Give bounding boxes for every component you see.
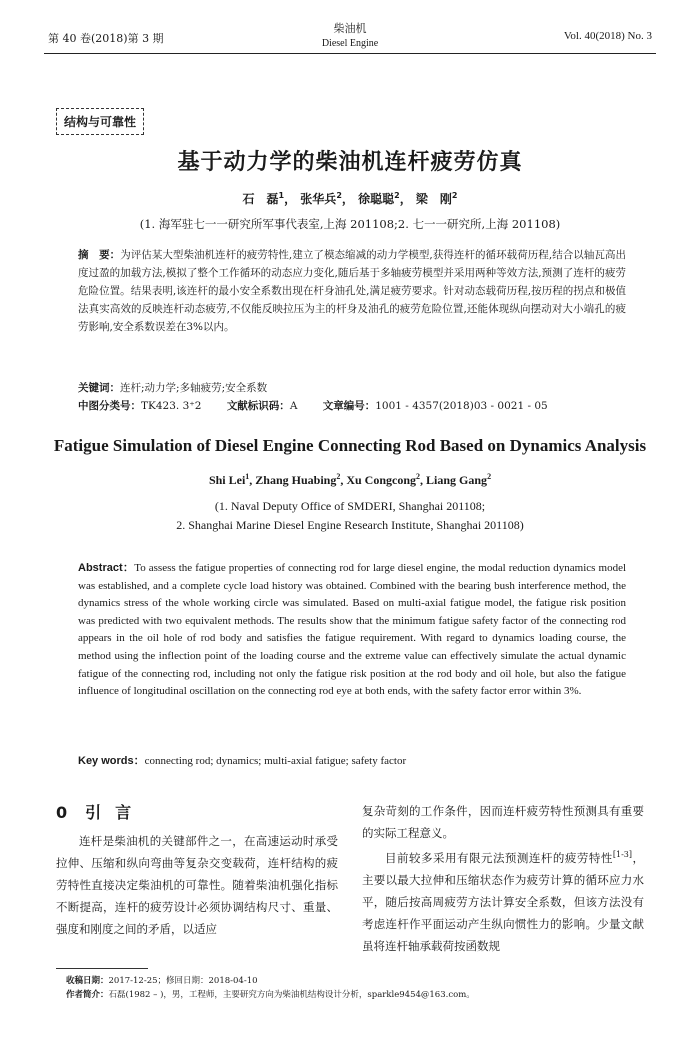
footnote-received bbox=[66, 974, 626, 988]
author-separator: ， bbox=[399, 192, 412, 206]
author-bio-label: 作者简介： bbox=[66, 990, 109, 1000]
footnote bbox=[66, 974, 626, 1002]
author-bio: 石磊(1982 – )，男，工程师，主要研究方向为柴油机结构设计分析，sparkle9454@163.com。 bbox=[108, 990, 475, 1000]
paper-title-cn: 基于动力学的柴油机连杆疲劳仿真 bbox=[177, 150, 523, 175]
author-affil-mark: 2 bbox=[416, 472, 421, 481]
body-paragraph: 复杂苛刻的工作条件，因而连杆疲劳特性预测具有重要的实际工程意义。 bbox=[362, 804, 644, 840]
affiliation-en-line: 2. Shanghai Marine Diesel Engine Research Institute, Shanghai 201108) bbox=[176, 518, 524, 532]
section-number: 0 bbox=[56, 803, 68, 822]
body-right-column bbox=[362, 800, 644, 957]
author-name: 徐聪聪 bbox=[358, 192, 395, 206]
art-value: 1001 - 4357(2018)03 - 0021 - 05 bbox=[375, 400, 548, 412]
section-heading bbox=[56, 800, 145, 823]
classification-line bbox=[78, 398, 638, 413]
keywords-cn bbox=[78, 380, 626, 395]
received-dates: 2017-12-25；修回日期：2018-04-10 bbox=[108, 976, 258, 986]
abstract-en bbox=[78, 560, 626, 701]
author-affil-mark: 1 bbox=[245, 472, 250, 481]
keywords-cn-text: 连杆;动力学;多轴疲劳;安全系数 bbox=[120, 382, 268, 394]
author-affil-mark: 2 bbox=[336, 191, 342, 200]
journal-name-en: Diesel Engine bbox=[321, 38, 379, 49]
author-name: Zhang Huabing bbox=[255, 473, 337, 487]
author-name: Liang Gang bbox=[426, 473, 488, 487]
clc-number bbox=[78, 400, 201, 412]
author-separator: ， bbox=[341, 192, 354, 206]
abstract-en-text: To assess the fatigue properties of connecting rod for large diesel engine, the modal reduction dynamics model was established, and a complete cycle load history was obtained. Combined with the bearing bush interference method, the dynamics stress of the whole working circle was simulated. Based on multi-axial fatigue model, the fatigue risk position was predicted with two equivalent methods. The results show that the minimum fatigue safety factor of the connecting rod appears in the oil hole of rod body and satisfies the fatigue requirement. With regard to dynamics loading course, the method using the inflection point of the loading course and the extreme value can effectively simulate the actual dynamic fatigue of the connecting rod, including not only the fatigue risk position at the rod body and oil hole, but also the fatigue influence of longitudinal oscillation on the connecting rod eye at both ends, with the safety factor error within 3%. bbox=[78, 562, 627, 698]
author-affil-mark: 2 bbox=[394, 191, 400, 200]
clc-label: 中图分类号： bbox=[78, 400, 141, 412]
keywords-en bbox=[78, 752, 626, 768]
author-name: 石 磊 bbox=[242, 192, 279, 206]
body-paragraph: 连杆是柴油机的关键部件之一，在高速运动时承受拉伸、压缩和纵向弯曲等复杂交变载荷，连杆结构的疲劳特性直接决定柴油机的可靠性。随着柴油机强化指标不断提高，连杆的疲劳设计必须协调结构尺寸、重量、强度和刚度之间的矛盾，以适应 bbox=[56, 834, 338, 936]
authors-cn bbox=[0, 190, 700, 207]
keywords-en-text: connecting rod; dynamics; multi-axial fatigue; safety factor bbox=[144, 755, 407, 767]
keywords-cn-label: 关键词： bbox=[78, 382, 120, 394]
art-label: 文章编号： bbox=[322, 400, 376, 412]
affiliation-en-line: (1. Naval Deputy Office of SMDERI, Shanghai 201108; bbox=[214, 499, 486, 513]
author-separator: , bbox=[249, 473, 256, 487]
received-label: 收稿日期： bbox=[66, 976, 109, 986]
journal-issue-en: Vol. 40(2018) No. 3 bbox=[563, 30, 652, 42]
body-paragraph bbox=[362, 844, 644, 957]
body-text: 目前较多采用有限元法预测连杆的疲劳特性 bbox=[385, 850, 613, 865]
document-code bbox=[227, 400, 298, 412]
author-name: Xu Congcong bbox=[346, 473, 417, 487]
author-name: 张华兵 bbox=[300, 192, 337, 206]
author-separator: , bbox=[340, 473, 347, 487]
abstract-cn-text: 为评估某大型柴油机连杆的疲劳特性,建立了模态缩减的动力学模型,获得连杆的循环载荷历程,结合以轴瓦高出度过盈的加载方法,模拟了整个工作循环的动态应力变化,随后基于多轴疲劳模型并采用两种等效方法,预测了连杆的疲劳危险位置。结果表明,该连杆的最小安全系数出现在杆身油孔处,满足疲劳要求。针对动态载荷历程,按历程的拐点和极值法真实高效的反映连杆动态疲劳,不仅能反映拉压为主的杆身及油孔的疲劳危险位置,还能体现纵向摆动对大小端孔的疲劳影响,安全系数误差在3%以内。 bbox=[78, 249, 626, 333]
affiliation-en bbox=[0, 497, 700, 535]
doc-label: 文献标识码： bbox=[226, 400, 290, 412]
author-separator: ， bbox=[284, 192, 297, 206]
doc-value: A bbox=[289, 400, 298, 412]
author-separator: , bbox=[420, 473, 427, 487]
body-text: ，主要以最大拉伸和压缩状态作为疲劳计算的循环应力水平，随后按高周疲劳方法计算安全系数，但该方法没有考虑连杆作平面运动产生纵向惯性力的影响。少量文献虽将连杆轴承载荷按函数规 bbox=[362, 850, 645, 953]
author-name: 梁 刚 bbox=[415, 192, 452, 206]
journal-issue-cn: 第 40 卷(2018)第 3 期 bbox=[48, 32, 164, 45]
section-tag: 结构与可靠性 bbox=[56, 108, 144, 135]
authors-en bbox=[0, 472, 700, 488]
citation-ref: [1-3] bbox=[612, 850, 633, 859]
journal-name-cn: 柴油机 bbox=[333, 22, 367, 35]
running-header bbox=[44, 18, 656, 54]
author-affil-mark: 2 bbox=[487, 472, 492, 481]
author-affil-mark: 2 bbox=[336, 472, 341, 481]
abstract-cn bbox=[78, 246, 626, 336]
section-title: 引言 bbox=[85, 803, 146, 822]
clc-value: TK423. 3⁺2 bbox=[141, 400, 202, 412]
author-name: Shi Lei bbox=[208, 473, 246, 487]
author-affil-mark: 2 bbox=[451, 191, 458, 200]
affiliation-cn: (1. 海军驻七一一研究所军事代表室,上海 201108;2. 七一一研究所,上海 201108) bbox=[139, 217, 561, 231]
footnote-rule bbox=[56, 968, 148, 969]
keywords-en-label: Key words： bbox=[78, 755, 145, 767]
author-affil-mark: 1 bbox=[278, 191, 285, 200]
abstract-en-label: Abstract： bbox=[78, 562, 135, 574]
article-number bbox=[323, 400, 548, 412]
paper-title-en: Fatigue Simulation of Diesel Engine Connecting Rod Based on Dynamics Analysis bbox=[53, 436, 647, 455]
footnote-author bbox=[66, 988, 626, 1002]
abstract-cn-label: 摘 要： bbox=[78, 249, 121, 261]
